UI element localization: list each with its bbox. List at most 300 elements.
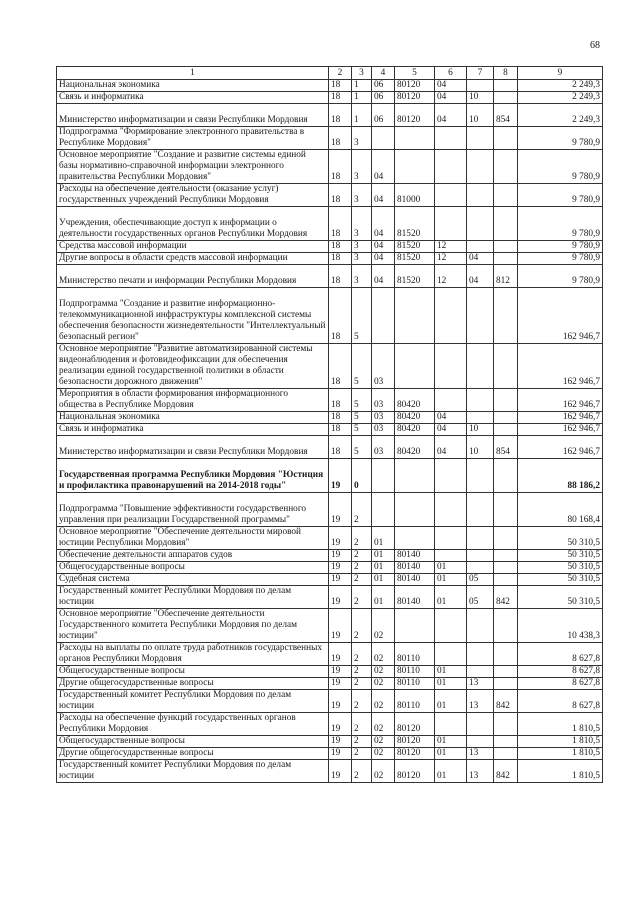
amount-cell: 8 627,8 (518, 678, 603, 690)
table-row (57, 550, 603, 562)
code-cell: 05 (467, 574, 494, 586)
code-cell: 19 (329, 459, 352, 493)
code-cell (494, 150, 518, 184)
code-cell (435, 288, 467, 344)
code-cell: 06 (372, 80, 395, 92)
code-cell: 01 (372, 574, 395, 586)
code-cell: 18 (329, 184, 352, 207)
code-cell: 01 (435, 678, 467, 690)
code-cell: 01 (372, 586, 395, 609)
code-cell: 81520 (395, 265, 435, 288)
code-cell: 01 (435, 586, 467, 609)
column-header: 7 (467, 67, 494, 80)
code-cell: 80120 (395, 748, 435, 760)
amount-cell: 10 438,3 (518, 609, 603, 643)
column-header: 3 (352, 67, 372, 80)
row-name-cell: Другие общегосударственные вопросы (57, 678, 329, 690)
table-row (57, 586, 603, 609)
row-name-cell: Министерство печати и информации Республики Мордовия (57, 265, 329, 288)
code-cell: 3 (352, 265, 372, 288)
code-cell: 2 (352, 586, 372, 609)
code-cell: 04 (435, 424, 467, 436)
code-cell: 18 (329, 412, 352, 424)
code-cell: 18 (329, 104, 352, 127)
code-cell (467, 459, 494, 493)
code-cell: 80120 (395, 760, 435, 783)
code-cell: 3 (352, 127, 372, 150)
amount-cell: 162 946,7 (518, 436, 603, 459)
table-row (57, 344, 603, 389)
amount-cell: 1 810,5 (518, 713, 603, 736)
code-cell: 01 (435, 574, 467, 586)
amount-cell: 1 810,5 (518, 748, 603, 760)
code-cell (494, 344, 518, 389)
code-cell: 19 (329, 666, 352, 678)
code-cell: 19 (329, 713, 352, 736)
code-cell: 10 (467, 424, 494, 436)
code-cell (494, 562, 518, 574)
table-row (57, 412, 603, 424)
code-cell: 19 (329, 574, 352, 586)
code-cell: 19 (329, 527, 352, 550)
table-row (57, 92, 603, 104)
code-cell: 81000 (395, 184, 435, 207)
code-cell: 5 (352, 424, 372, 436)
code-cell: 80120 (395, 713, 435, 736)
table-row (57, 436, 603, 459)
table-row (57, 241, 603, 253)
code-cell: 2 (352, 574, 372, 586)
amount-cell: 162 946,7 (518, 344, 603, 389)
row-name-cell: Основное мероприятие "Создание и развитие системы единой базы нормативно-справочной информации электронного правительства Республики Мордовия" (57, 150, 329, 184)
code-cell: 0 (352, 459, 372, 493)
code-cell: 04 (372, 207, 395, 241)
table-row (57, 459, 603, 493)
code-cell (494, 288, 518, 344)
code-cell: 04 (435, 436, 467, 459)
column-header: 9 (518, 67, 603, 80)
code-cell: 06 (372, 104, 395, 127)
code-cell: 01 (372, 527, 395, 550)
table-row (57, 207, 603, 241)
code-cell: 1 (352, 104, 372, 127)
code-cell (435, 713, 467, 736)
code-cell: 80110 (395, 678, 435, 690)
code-cell: 81520 (395, 207, 435, 241)
code-cell: 01 (435, 748, 467, 760)
table-row (57, 104, 603, 127)
column-header: 5 (395, 67, 435, 80)
row-name-cell: Общегосударственные вопросы (57, 562, 329, 574)
code-cell (435, 493, 467, 527)
code-cell: 02 (372, 609, 395, 643)
table-row (57, 493, 603, 527)
table-row (57, 424, 603, 436)
row-name-cell: Государственный комитет Республики Мордовия по делам юстиции (57, 586, 329, 609)
amount-cell: 9 780,9 (518, 241, 603, 253)
amount-cell: 80 168,4 (518, 493, 603, 527)
code-cell (467, 713, 494, 736)
table-row (57, 150, 603, 184)
table-row (57, 760, 603, 783)
code-cell: 5 (352, 412, 372, 424)
code-cell: 81520 (395, 241, 435, 253)
code-cell: 03 (372, 344, 395, 389)
code-cell (494, 748, 518, 760)
code-cell: 18 (329, 344, 352, 389)
code-cell: 03 (372, 424, 395, 436)
code-cell (435, 550, 467, 562)
code-cell: 02 (372, 713, 395, 736)
code-cell: 854 (494, 436, 518, 459)
table-row (57, 713, 603, 736)
code-cell: 80140 (395, 586, 435, 609)
code-cell: 80120 (395, 92, 435, 104)
code-cell: 2 (352, 748, 372, 760)
amount-cell: 1 810,5 (518, 760, 603, 783)
column-header: 8 (494, 67, 518, 80)
amount-cell: 2 249,3 (518, 104, 603, 127)
code-cell: 19 (329, 586, 352, 609)
table-row (57, 690, 603, 713)
code-cell: 01 (435, 666, 467, 678)
code-cell: 04 (372, 253, 395, 265)
row-name-cell: Национальная экономика (57, 412, 329, 424)
code-cell: 04 (372, 265, 395, 288)
code-cell: 03 (372, 412, 395, 424)
code-cell: 80110 (395, 666, 435, 678)
code-cell (467, 344, 494, 389)
row-name-cell: Подпрограмма "Создание и развитие информационно-телекоммуникационной инфраструктуры комплексной системы обеспечения безопасности жизнедеятельности "Интеллектуальный безопасный регион" (57, 288, 329, 344)
code-cell: 04 (435, 412, 467, 424)
code-cell: 02 (372, 748, 395, 760)
code-cell: 19 (329, 550, 352, 562)
code-cell: 80120 (395, 736, 435, 748)
code-cell (467, 493, 494, 527)
code-cell: 19 (329, 493, 352, 527)
code-cell: 01 (435, 690, 467, 713)
code-cell: 3 (352, 241, 372, 253)
row-name-cell: Другие общегосударственные вопросы (57, 748, 329, 760)
code-cell: 02 (372, 643, 395, 666)
table-row (57, 574, 603, 586)
code-cell (435, 459, 467, 493)
code-cell (494, 184, 518, 207)
code-cell: 2 (352, 666, 372, 678)
row-name-cell: Государственный комитет Республики Мордовия по делам юстиции (57, 760, 329, 783)
code-cell (467, 666, 494, 678)
row-name-cell: Подпрограмма "Формирование электронного правительства в Республике Мордовия" (57, 127, 329, 150)
code-cell (467, 609, 494, 643)
amount-cell: 8 627,8 (518, 643, 603, 666)
column-header: 1 (57, 67, 329, 80)
code-cell: 2 (352, 562, 372, 574)
code-cell: 04 (435, 80, 467, 92)
table-row (57, 666, 603, 678)
code-cell: 842 (494, 586, 518, 609)
amount-cell: 162 946,7 (518, 288, 603, 344)
code-cell: 81520 (395, 253, 435, 265)
amount-cell: 9 780,9 (518, 127, 603, 150)
amount-cell: 162 946,7 (518, 389, 603, 412)
code-cell: 04 (467, 265, 494, 288)
code-cell: 19 (329, 562, 352, 574)
code-cell (494, 389, 518, 412)
code-cell (494, 550, 518, 562)
code-cell: 03 (372, 389, 395, 412)
code-cell: 02 (372, 666, 395, 678)
code-cell: 04 (372, 150, 395, 184)
code-cell (494, 253, 518, 265)
code-cell (467, 389, 494, 412)
code-cell: 19 (329, 736, 352, 748)
code-cell (395, 527, 435, 550)
amount-cell: 8 627,8 (518, 690, 603, 713)
table-row (57, 527, 603, 550)
code-cell: 05 (467, 586, 494, 609)
code-cell (467, 527, 494, 550)
code-cell: 80120 (395, 80, 435, 92)
code-cell (395, 288, 435, 344)
code-cell: 13 (467, 690, 494, 713)
code-cell: 18 (329, 92, 352, 104)
amount-cell: 162 946,7 (518, 412, 603, 424)
code-cell: 03 (372, 436, 395, 459)
table-row (57, 288, 603, 344)
code-cell (467, 736, 494, 748)
code-cell (372, 493, 395, 527)
code-cell: 04 (435, 104, 467, 127)
code-cell: 01 (372, 562, 395, 574)
code-cell: 80110 (395, 643, 435, 666)
code-cell: 80140 (395, 574, 435, 586)
code-cell (435, 150, 467, 184)
code-cell: 2 (352, 690, 372, 713)
table-row (57, 265, 603, 288)
code-cell: 18 (329, 288, 352, 344)
code-cell: 2 (352, 678, 372, 690)
amount-cell: 1 810,5 (518, 736, 603, 748)
code-cell: 18 (329, 265, 352, 288)
code-cell (494, 666, 518, 678)
code-cell: 80420 (395, 436, 435, 459)
code-cell: 5 (352, 288, 372, 344)
code-cell (467, 184, 494, 207)
code-cell: 80110 (395, 690, 435, 713)
amount-cell: 50 310,5 (518, 527, 603, 550)
row-name-cell: Основное мероприятие "Обеспечение деятельности Государственного комитета Республики Мордовия по делам юстиции" (57, 609, 329, 643)
table-row (57, 127, 603, 150)
amount-cell: 9 780,9 (518, 184, 603, 207)
amount-cell: 8 627,8 (518, 666, 603, 678)
code-cell (467, 643, 494, 666)
amount-cell: 50 310,5 (518, 586, 603, 609)
code-cell: 80140 (395, 562, 435, 574)
code-cell: 2 (352, 760, 372, 783)
amount-cell: 2 249,3 (518, 92, 603, 104)
code-cell: 18 (329, 424, 352, 436)
code-cell (372, 459, 395, 493)
code-cell (435, 127, 467, 150)
row-name-cell: Общегосударственные вопросы (57, 666, 329, 678)
code-cell: 80420 (395, 412, 435, 424)
row-name-cell: Судебная система (57, 574, 329, 586)
code-cell: 80120 (395, 104, 435, 127)
code-cell: 13 (467, 678, 494, 690)
code-cell: 02 (372, 678, 395, 690)
code-cell (395, 459, 435, 493)
code-cell: 3 (352, 184, 372, 207)
column-header: 2 (329, 67, 352, 80)
code-cell: 19 (329, 678, 352, 690)
code-cell: 3 (352, 253, 372, 265)
code-cell (467, 127, 494, 150)
row-name-cell: Национальная экономика (57, 80, 329, 92)
code-cell: 04 (372, 241, 395, 253)
amount-cell: 50 310,5 (518, 574, 603, 586)
code-cell: 3 (352, 207, 372, 241)
code-cell: 18 (329, 253, 352, 265)
code-cell: 2 (352, 493, 372, 527)
code-cell: 13 (467, 748, 494, 760)
code-cell: 2 (352, 527, 372, 550)
table-row (57, 562, 603, 574)
code-cell (372, 127, 395, 150)
row-name-cell: Мероприятия в области формирования информационного общества в Республике Мордовия (57, 389, 329, 412)
code-cell: 2 (352, 736, 372, 748)
code-cell: 18 (329, 436, 352, 459)
code-cell (494, 643, 518, 666)
amount-cell: 162 946,7 (518, 424, 603, 436)
row-name-cell: Министерство информатизации и связи Республики Мордовия (57, 104, 329, 127)
code-cell (372, 288, 395, 344)
code-cell: 19 (329, 760, 352, 783)
code-cell: 06 (372, 92, 395, 104)
table-row (57, 389, 603, 412)
table-row (57, 678, 603, 690)
code-cell: 5 (352, 344, 372, 389)
row-name-cell: Общегосударственные вопросы (57, 736, 329, 748)
code-cell: 854 (494, 104, 518, 127)
amount-cell: 50 310,5 (518, 550, 603, 562)
code-cell: 1 (352, 92, 372, 104)
row-name-cell: Средства массовой информации (57, 241, 329, 253)
row-name-cell: Основное мероприятие "Обеспечение деятельности мировой юстиции Республики Мордовия" (57, 527, 329, 550)
code-cell: 1 (352, 80, 372, 92)
code-cell: 80420 (395, 389, 435, 412)
code-cell: 18 (329, 150, 352, 184)
code-cell (467, 150, 494, 184)
row-name-cell: Другие вопросы в области средств массовой информации (57, 253, 329, 265)
code-cell (494, 609, 518, 643)
code-cell (494, 574, 518, 586)
table-header-row (57, 67, 603, 80)
amount-cell: 9 780,9 (518, 207, 603, 241)
code-cell: 19 (329, 609, 352, 643)
row-name-cell: Основное мероприятие "Развитие автоматизированной системы видеонаблюдения и фотовидеофиксации для обеспечения реализации единой государственной политики в области безопасности дорожного движения" (57, 344, 329, 389)
code-cell: 5 (352, 389, 372, 412)
row-name-cell: Обеспечение деятельности аппаратов судов (57, 550, 329, 562)
row-name-cell: Связь и информатика (57, 92, 329, 104)
code-cell (467, 550, 494, 562)
code-cell (494, 127, 518, 150)
table-row (57, 736, 603, 748)
code-cell: 80140 (395, 550, 435, 562)
code-cell: 18 (329, 127, 352, 150)
row-name-cell: Расходы на обеспечение функций государственных органов Республики Мордовия (57, 713, 329, 736)
code-cell (494, 736, 518, 748)
code-cell: 19 (329, 690, 352, 713)
row-name-cell: Подпрограмма "Повышение эффективности государственного управления при реализации Государственной программы" (57, 493, 329, 527)
code-cell (435, 184, 467, 207)
code-cell (494, 241, 518, 253)
code-cell: 18 (329, 80, 352, 92)
table-row (57, 184, 603, 207)
code-cell (494, 527, 518, 550)
code-cell (395, 127, 435, 150)
code-cell (494, 207, 518, 241)
row-name-cell: Министерство информатизации и связи Республики Мордовия (57, 436, 329, 459)
code-cell (494, 424, 518, 436)
code-cell: 18 (329, 207, 352, 241)
code-cell: 12 (435, 253, 467, 265)
code-cell (435, 609, 467, 643)
code-cell (435, 344, 467, 389)
code-cell: 2 (352, 713, 372, 736)
code-cell (467, 562, 494, 574)
row-name-cell: Учреждения, обеспечивающие доступ к информации о деятельности государственных органов Республики Мордовия (57, 207, 329, 241)
code-cell (494, 493, 518, 527)
code-cell: 842 (494, 760, 518, 783)
code-cell: 02 (372, 690, 395, 713)
amount-cell: 2 249,3 (518, 80, 603, 92)
code-cell (395, 493, 435, 527)
code-cell: 19 (329, 748, 352, 760)
code-cell (467, 80, 494, 92)
code-cell (467, 241, 494, 253)
code-cell: 18 (329, 389, 352, 412)
column-header: 6 (435, 67, 467, 80)
code-cell: 12 (435, 265, 467, 288)
code-cell: 3 (352, 150, 372, 184)
code-cell: 10 (467, 436, 494, 459)
code-cell: 04 (435, 92, 467, 104)
code-cell (395, 344, 435, 389)
code-cell: 02 (372, 760, 395, 783)
code-cell: 01 (435, 562, 467, 574)
code-cell: 13 (467, 760, 494, 783)
table-row (57, 253, 603, 265)
table-row (57, 643, 603, 666)
code-cell (494, 412, 518, 424)
code-cell: 04 (467, 253, 494, 265)
code-cell (494, 80, 518, 92)
row-name-cell: Расходы на обеспечение деятельности (оказание услуг) государственных учреждений Республики Мордовия (57, 184, 329, 207)
code-cell (435, 527, 467, 550)
row-name-cell: Расходы на выплаты по оплате труда работников государственных органов Республики Мордовия (57, 643, 329, 666)
code-cell: 01 (435, 760, 467, 783)
code-cell: 12 (435, 241, 467, 253)
code-cell (395, 150, 435, 184)
amount-cell: 50 310,5 (518, 562, 603, 574)
row-name-cell: Связь и информатика (57, 424, 329, 436)
code-cell: 2 (352, 609, 372, 643)
page-number: 68 (590, 40, 600, 51)
code-cell: 04 (372, 184, 395, 207)
code-cell: 01 (435, 736, 467, 748)
code-cell: 842 (494, 690, 518, 713)
amount-cell: 9 780,9 (518, 265, 603, 288)
